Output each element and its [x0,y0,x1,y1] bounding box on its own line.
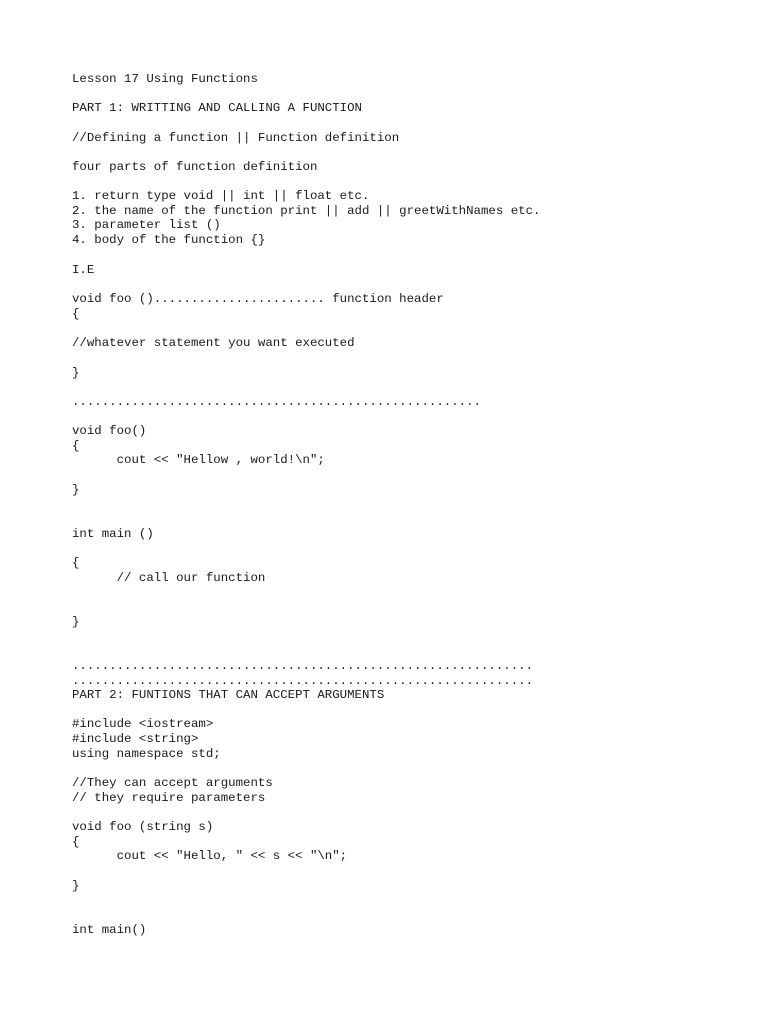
code-line: } [72,366,80,380]
code-line: { [72,835,80,849]
code-line: int main () [72,527,154,541]
lesson-title: Lesson 17 Using Functions [72,72,258,86]
text-line: I.E [72,263,95,277]
list-item: 4. body of the function {} [72,233,266,247]
comment-line: // call our function [72,571,266,585]
code-line: void foo ()....................... function header [72,292,444,306]
code-line: { [72,556,80,570]
comment-line: //whatever statement you want executed [72,336,355,350]
code-line: #include <string> [72,732,199,746]
code-line: } [72,483,80,497]
dotted-separator: .............................................................. [72,674,534,688]
code-line: { [72,307,80,321]
code-line: int main() [72,923,147,937]
list-item: 3. parameter list () [72,218,221,232]
comment-line: //They can accept arguments [72,776,273,790]
list-item: 2. the name of the function print || add || greetWithNames etc. [72,204,541,218]
part-1-heading: PART 1: WRITTING AND CALLING A FUNCTION [72,101,362,115]
code-line: void foo() [72,424,147,438]
comment-line: // they require parameters [72,791,266,805]
code-line: using namespace std; [72,747,221,761]
comment-line: //Defining a function || Function definition [72,131,400,145]
dotted-separator: ....................................................... [72,395,481,409]
code-line: { [72,439,80,453]
code-line: cout << "Hellow , world!\n"; [72,453,325,467]
code-line: } [72,615,80,629]
part-2-heading: PART 2: FUNTIONS THAT CAN ACCEPT ARGUMENTS [72,688,385,702]
text-line: four parts of function definition [72,160,318,174]
code-line: void foo (string s) [72,820,214,834]
dotted-separator: .............................................................. [72,659,534,673]
code-line: #include <iostream> [72,717,214,731]
list-item: 1. return type void || int || float etc. [72,189,370,203]
code-line: cout << "Hello, " << s << "\n"; [72,849,348,863]
code-line: } [72,879,80,893]
